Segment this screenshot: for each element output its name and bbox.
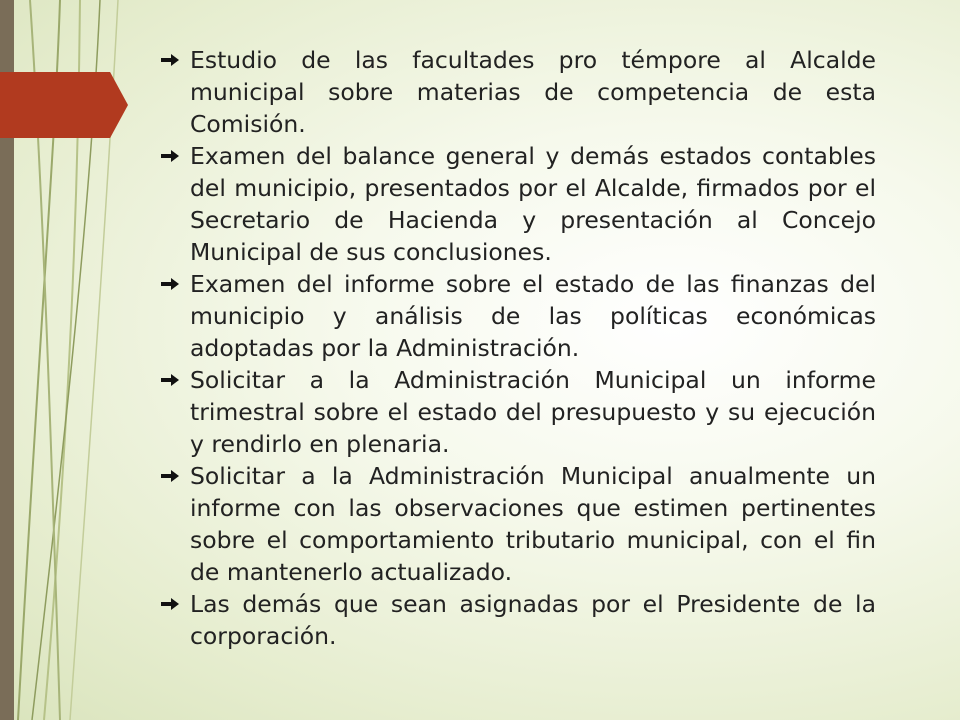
right-arrow-icon [160,373,180,387]
bullet-text: Las demás que sean asignadas por el Presidente de la corporación. [190,590,876,650]
right-arrow-icon [160,597,180,611]
red-accent-tab [0,72,128,138]
bullet-item [160,268,876,364]
right-arrow-icon [160,53,180,67]
bullet-text: Solicitar a la Administración Municipal un informe trimestral sobre el estado del presupuesto y su ejecución y rendirlo en plenaria. [190,366,876,458]
bullet-item [160,460,876,588]
right-arrow-icon [160,149,180,163]
bullet-item [160,44,876,140]
bullet-item [160,588,876,652]
right-arrow-icon [160,469,180,483]
bullet-text: Solicitar a la Administración Municipal anualmente un informe con las observaciones que estimen pertinentes sobre el comportamiento tributario municipal, con el fin de mantenerlo actualizado. [190,462,876,586]
bullet-list [160,44,876,652]
bullet-item [160,140,876,268]
right-arrow-icon [160,277,180,291]
content-area [160,44,876,652]
bullet-text: Estudio de las facultades pro témpore al Alcalde municipal sobre materias de competencia de esta Comisión. [190,46,876,138]
bullet-item [160,364,876,460]
bullet-text: Examen del informe sobre el estado de las finanzas del municipio y análisis de las políticas económicas adoptadas por la Administración. [190,270,876,362]
bullet-text: Examen del balance general y demás estados contables del municipio, presentados por el Alcalde, firmados por el Secretario de Hacienda y presentación al Concejo Municipal de sus conclusiones. [190,142,876,266]
